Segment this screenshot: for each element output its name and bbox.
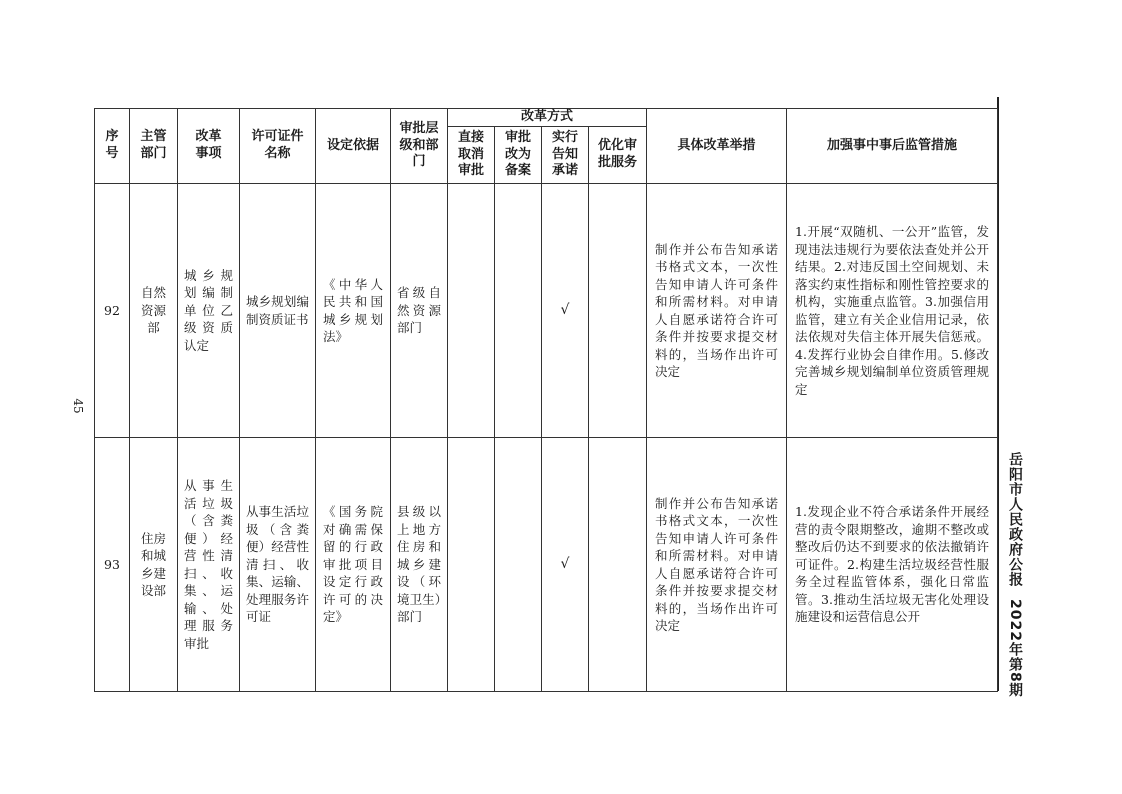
- header-level: 审批层级和部门: [391, 109, 448, 184]
- cell-level: 县级以上地方住房和城乡建设（环境卫生）部门: [391, 438, 448, 692]
- running-header: [1003, 452, 1025, 698]
- cell-mode-filing: [495, 438, 542, 692]
- header-mode-filing: 审批改为备案: [495, 127, 542, 184]
- cell-item: 从事生活垃圾（含粪便）经营性清扫、收集、运输、处理服务审批: [178, 438, 240, 692]
- cell-mode-optimize: [589, 438, 647, 692]
- page-number: 45: [71, 398, 85, 414]
- cell-license: 城乡规划编制资质证书: [240, 184, 316, 438]
- cell-mode-cancel: [448, 184, 495, 438]
- cell-supervision: 1.开展“双随机、一公开”监管，发现违法违规行为要依法查处并公开结果。2.对违反国土空间规划、未落实约束性指标和刚性管控要求的机构，实施重点监管。3.加强信用监管，建立有关企业信用记录，依法依规对失信主体开展失信惩戒。4.发挥行业协会自律作用。5.修改完善城乡规划编制单位资质管理规定: [787, 184, 998, 438]
- cell-measures: 制作并公布告知承诺书格式文本，一次性告知申请人许可条件和所需材料。对申请人自愿承诺符合许可条件并按要求提交材料的，当场作出许可决定: [647, 184, 787, 438]
- cell-seq: 93: [95, 438, 130, 692]
- header-mode-group: 改革方式: [448, 109, 647, 127]
- cell-item: 城乡规划编制单位乙级资质认定: [178, 184, 240, 438]
- header-item: 改革事项: [178, 109, 240, 184]
- issue-label: 2022年第8期: [1007, 599, 1023, 698]
- cell-basis: 《国务院对确需保留的行政审批项目设定行政许可的决定》: [316, 438, 391, 692]
- header-license: 许可证件名称: [240, 109, 316, 184]
- header-mode-cancel: 直接取消审批: [448, 127, 495, 184]
- cell-license: 从事生活垃圾（含粪便）经营性清扫、收集、运输、处理服务许可证: [240, 438, 316, 692]
- table-row: [95, 438, 998, 692]
- cell-seq: 92: [95, 184, 130, 438]
- header-supervision: 加强事中事后监管措施: [787, 109, 998, 184]
- header-basis: 设定依据: [316, 109, 391, 184]
- cell-mode-notify: √: [542, 184, 589, 438]
- cell-mode-optimize: [589, 184, 647, 438]
- cell-level: 省级自然资源部门: [391, 184, 448, 438]
- header-row-1: [95, 109, 998, 127]
- table-row: [95, 184, 998, 438]
- reform-table: [94, 108, 998, 692]
- header-measures: 具体改革举措: [647, 109, 787, 184]
- header-dept: 主管部门: [130, 109, 178, 184]
- header-mode-notify: 实行告知承诺: [542, 127, 589, 184]
- publication-title: 岳阳市人民政府公报: [1007, 452, 1023, 587]
- cell-mode-notify: √: [542, 438, 589, 692]
- header-mode-optimize: 优化审批服务: [589, 127, 647, 184]
- cell-basis: 《中华人民共和国城乡规划法》: [316, 184, 391, 438]
- cell-mode-filing: [495, 184, 542, 438]
- cell-mode-cancel: [448, 438, 495, 692]
- cell-supervision: 1.发现企业不符合承诺条件开展经营的责令限期整改，逾期不整改或整改后仍达不到要求的依法撤销许可证件。2.构建生活垃圾经营性服务全过程监管体系，强化日常监管。3.推动生活垃圾无害化处理设施建设和运营信息公开: [787, 438, 998, 692]
- cell-measures: 制作并公布告知承诺书格式文本，一次性告知申请人许可条件和所需材料。对申请人自愿承诺符合许可条件并按要求提交材料的，当场作出许可决定: [647, 438, 787, 692]
- cell-dept: 自然资源部: [130, 184, 178, 438]
- cell-dept: 住房和城乡建设部: [130, 438, 178, 692]
- header-seq: 序号: [95, 109, 130, 184]
